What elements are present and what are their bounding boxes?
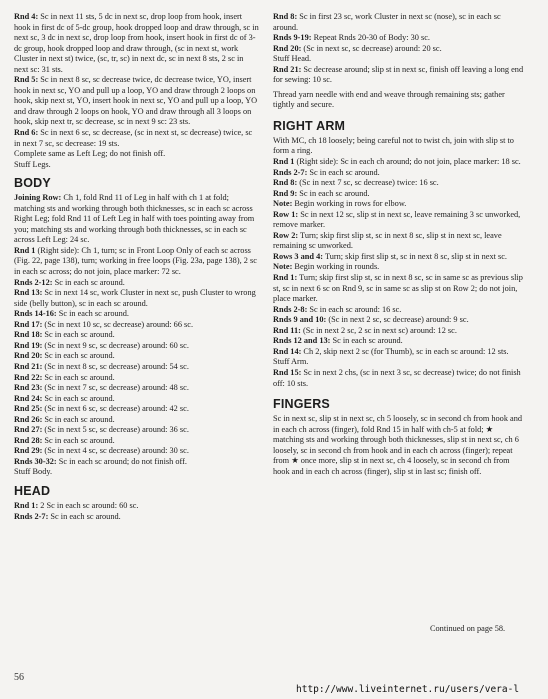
round-label: Rnd 25: [14, 404, 43, 414]
instruction-text: (Sc in next 4 sc, sc decrease) around: 30 sc. [42, 446, 189, 456]
instruction-text: Sc in next 6 sc, sc decrease, (sc in next st, sc decrease) twice, sc in next 7 sc, sc decrease: 19 sts. [14, 128, 253, 148]
instruction-line [14, 362, 259, 373]
instruction-line [14, 436, 259, 447]
instruction-text: Ch 2, skip next 2 sc (for Thumb), sc in each sc around: 12 sts. [301, 346, 509, 356]
instruction-text: (Right side): Ch 1, turn; sc in Front Loop Only of each sc across (Fig. 22, page 138), turn; working in free loops (Fig. 23a, page 138), 2 sc in each sc across; do not join, place marker: 72 sc. [14, 245, 257, 277]
instruction-line [273, 357, 524, 368]
round-label: Rnd 13: [14, 288, 43, 298]
round-label: Rnd 8: [273, 12, 298, 21]
round-label: Rnd 4: [14, 12, 39, 21]
section-heading: HEAD [14, 483, 51, 498]
right-column [273, 12, 524, 477]
instruction-line [273, 199, 524, 210]
round-label: Note: [273, 199, 293, 209]
instruction-line [14, 457, 259, 468]
instruction-line [273, 178, 524, 189]
round-label: Note: [273, 262, 293, 272]
instruction-line [14, 425, 259, 436]
instruction-text: (Sc in next 5 sc, sc decrease) around: 36 sc. [42, 425, 189, 435]
instruction-line [14, 341, 259, 352]
section-heading: FINGERS [273, 397, 330, 412]
round-label: Rnd 19: [14, 340, 43, 350]
round-label: Rnds 2-7: [273, 167, 308, 177]
instruction-line [273, 347, 524, 358]
instruction-text: Stuff Head. [273, 54, 312, 64]
instruction-line [14, 373, 259, 384]
instruction-line [273, 262, 524, 273]
instruction-line [14, 309, 259, 320]
instruction-text: Begin working in rows for elbow. [292, 199, 407, 209]
instruction-line [273, 33, 524, 44]
round-label: Rnds 2-12: [14, 277, 53, 287]
section-heading: RIGHT ARM [273, 118, 346, 133]
round-label: Rnd 27: [14, 425, 43, 435]
instruction-line [14, 394, 259, 405]
instruction-line [273, 231, 524, 252]
instruction-text: (Sc in next 9 sc, sc decrease) around: 60 sc. [42, 340, 189, 350]
round-label: Rnd 21: [14, 361, 43, 371]
left-column [14, 12, 259, 522]
instruction-line [14, 330, 259, 341]
instruction-text: Repeat Rnds 20-30 of Body: 30 sc. [311, 33, 430, 43]
instruction-line [273, 12, 524, 33]
round-label: Rnd 21: [273, 64, 302, 74]
instruction-text: Turn; skip first slip st, sc in next 8 sc, slip st in next sc. [323, 251, 507, 261]
instruction-line [14, 501, 259, 512]
instruction-text: Sc in next 12 sc, slip st in next sc, leave remaining 3 sc unworked, remove marker. [273, 209, 521, 230]
instruction-line [14, 160, 259, 171]
round-label: Rnds 2-7: [14, 511, 49, 521]
round-label: Rnd 28: [14, 435, 43, 445]
round-label: Rnds 12 and 13: [273, 336, 331, 346]
instruction-line [14, 75, 259, 128]
round-label: Rnd 17: [14, 319, 43, 329]
instruction-line [273, 210, 524, 231]
instruction-text: Sc in each sc around. [307, 167, 380, 177]
instruction-text: (Right side): Sc in each ch around; do not join, place marker: 18 sc. [294, 157, 521, 167]
instruction-line [14, 467, 259, 478]
round-label: Rnd 23: [14, 383, 43, 393]
instruction-line [273, 305, 524, 316]
instruction-text: (Sc in next 2 sc, sc decrease) around: 9 sc. [326, 315, 469, 325]
continued-note: Continued on page 58. [430, 624, 506, 633]
instruction-line [14, 246, 259, 278]
round-label: Rows 3 and 4: [273, 251, 324, 261]
instruction-line [273, 157, 524, 168]
instruction-text: (Sc in next sc, sc decrease) around: 20 sc. [301, 43, 442, 53]
instruction-text: (Sc in next 6 sc, sc decrease) around: 42 sc. [42, 404, 189, 414]
round-label: Rnd 1: [273, 273, 298, 283]
instruction-line [14, 446, 259, 457]
instruction-text: Sc in next sc, slip st in next sc, ch 5 loosely, sc in second ch from hook and in each ch across (finger), fold Rnd 15 in half with ch-5 at fold; ★ matching sts and working through both thicknesses, slip st in next sc, ch 6 loosely, sc in second ch from hook and in each ch across (finger); repeat from ★ once more, slip st in next sc, ch 4 loosely, sc in second ch from hook and in each ch across (finger), slip st in last sc; finish off. [273, 414, 523, 476]
round-label: Rnd 26: [14, 414, 43, 424]
instruction-text: Sc in each sc around; do not finish off. [56, 456, 187, 466]
round-label: Row 2: [273, 230, 299, 240]
round-label: Rnd 20: [14, 351, 43, 361]
instruction-line [14, 351, 259, 362]
instruction-line [273, 44, 524, 55]
instruction-text: Sc in each sc around. [56, 309, 129, 319]
round-label: Rnd 1 [14, 245, 36, 255]
round-label: Rnd 9: [273, 188, 298, 198]
instruction-text: Stuff Arm. [273, 357, 309, 367]
instruction-text: Sc in each sc around. [330, 336, 403, 346]
instruction-line [273, 252, 524, 263]
round-label: Joining Row: [14, 193, 62, 203]
round-label: Rnd 29: [14, 446, 43, 456]
instruction-text: Sc in each sc around. [42, 393, 115, 403]
instruction-line [273, 168, 524, 179]
instruction-line [14, 149, 259, 160]
round-label: Rnd 15: [273, 367, 302, 377]
instruction-text: Turn; skip first slip st, sc in next 8 sc, sc in same sc as previous slip st, sc in next 6 sc on Rnd 9, sc in same sc as slip st on Row 2; do not join, place marker. [273, 273, 523, 304]
round-label: Rnd 22: [14, 372, 43, 382]
round-label: Rnd 11: [273, 325, 301, 335]
instruction-text: Sc in each sc around. [52, 277, 125, 287]
round-label: Rnd 1: [14, 500, 39, 510]
instruction-text: Sc in first 23 sc, work Cluster in next sc (nose), sc in each sc around. [273, 12, 501, 32]
instruction-text: Sc decrease around; slip st in next sc, finish off leaving a long end for sewing: 10 sc. [273, 64, 524, 85]
instruction-text: (Sc in next 2 sc, 2 sc in next sc) around: 12 sc. [300, 325, 457, 335]
round-label: Rnds 9-19: [273, 33, 312, 43]
round-label: Row 1: [273, 209, 299, 219]
instruction-line [14, 193, 259, 246]
instruction-text: Sc in next 14 sc, work Cluster in next sc, push Cluster to wrong side (belly button), sc in each sc around. [14, 288, 256, 308]
instruction-text: Begin working in rounds. [292, 262, 380, 272]
round-label: Rnds 2-8: [273, 304, 308, 314]
instruction-text: Sc in each sc around: 16 sc. [307, 304, 402, 314]
round-label: Rnd 1 [273, 157, 295, 167]
round-label: Rnds 14-16: [14, 309, 57, 319]
instruction-line [14, 288, 259, 309]
instruction-text: Sc in each sc around. [42, 351, 115, 361]
instruction-text: Sc in each sc around. [48, 511, 121, 521]
watermark-url: http://www.liveinternet.ru/users/vera-l [296, 684, 520, 695]
instruction-line [14, 320, 259, 331]
round-label: Rnd 14: [273, 346, 302, 356]
instruction-text: Sc in each sc around. [42, 372, 115, 382]
round-label: Rnd 18: [14, 330, 43, 340]
instruction-text: Sc in each sc around. [42, 330, 115, 340]
instruction-line [14, 512, 259, 523]
instruction-text: (Sc in next 7 sc, sc decrease) twice: 16 sc. [297, 178, 439, 188]
instruction-text: Stuff Legs. [14, 159, 51, 169]
instruction-line [273, 326, 524, 337]
instruction-line [273, 65, 524, 86]
instruction-text: Sc in each sc around. [297, 188, 370, 198]
instruction-line [14, 278, 259, 289]
instruction-line [14, 383, 259, 394]
instruction-line [273, 90, 524, 111]
instruction-line [273, 315, 524, 326]
instruction-text: Sc in each sc around. [42, 435, 115, 445]
instruction-text: Sc in each sc around. [42, 414, 115, 424]
instruction-text: Sc in next 2 chs, (sc in next 3 sc, sc decrease) twice; do not finish off: 10 sts. [273, 367, 521, 388]
instruction-text: Ch 1, fold Rnd 11 of Leg in half with ch 1 at fold; matching sts and working through both thicknesses, sc in each sc across Right Leg; fold Rnd 11 of Left Leg in half with toes pointing away from you; matching sts and working through both thicknesses, sc in each sc across Left Leg: 24 sc. [14, 193, 255, 245]
instruction-text: Complete same as Left Leg; do not finish off. [14, 149, 166, 159]
instruction-text: Sc in next 11 sts, 5 dc in next sc, drop loop from hook, insert hook in first dc of 5-dc group, hook dropped loop and draw through, sc in next sc, 3 dc in next sc, drop loop from hook, insert hook in first dc of 3-dc group, hook dropped loop and draw through, (sc in next st, work Cluster in next st) twice, (sc, tr, sc) in next dc, sc in next 8 sts, 2 sc in next sc: 31 sts. [14, 12, 259, 74]
round-label: Rnds 30-32: [14, 456, 57, 466]
instruction-line [14, 128, 259, 149]
instruction-text: Stuff Body. [14, 467, 53, 477]
round-label: Rnd 20: [273, 43, 302, 53]
instruction-line [14, 415, 259, 426]
instruction-text: Sc in next 8 sc, sc decrease twice, dc decrease twice, YO, insert hook in next sc, YO and pull up a loop, YO and draw through 2 loops on hook, skip next st, YO, insert hook in next sc, YO and pull up a loop, YO and draw through 2 loops on hook, YO and draw through all 3 loops on hook, skip next tr, sc decrease, sc in next 9 sc: 23 sts. [14, 75, 258, 127]
instruction-line [273, 54, 524, 65]
instruction-line [273, 368, 524, 389]
instruction-text: (Sc in next 8 sc, sc decrease) around: 54 sc. [42, 361, 189, 371]
instruction-line [14, 404, 259, 415]
instruction-line [273, 414, 524, 477]
instruction-text: (Sc in next 7 sc, sc decrease) around: 48 sc. [42, 383, 189, 393]
round-label: Rnd 6: [14, 128, 39, 138]
instruction-line [14, 12, 259, 75]
instruction-text: Thread yarn needle with end and weave through remaining sts; gather tightly and secure. [273, 89, 505, 110]
instruction-line [273, 336, 524, 347]
instruction-line [273, 273, 524, 305]
instruction-text: 2 Sc in each sc around: 60 sc. [38, 500, 139, 510]
round-label: Rnd 8: [273, 178, 298, 188]
instruction-line [273, 189, 524, 200]
page-number: 56 [14, 672, 24, 683]
instruction-text: (Sc in next 10 sc, sc decrease) around: 66 sc. [42, 319, 194, 329]
instruction-text: Turn; skip first slip st, sc in next 8 sc, slip st in next sc, leave remaining sc unworked. [273, 230, 502, 251]
instruction-line [273, 136, 524, 157]
round-label: Rnd 5: [14, 75, 39, 85]
instruction-text: With MC, ch 18 loosely; being careful not to twist ch, join with slip st to form a ring. [273, 135, 514, 156]
section-heading: BODY [14, 176, 51, 191]
round-label: Rnds 9 and 10: [273, 315, 327, 325]
round-label: Rnd 24: [14, 393, 43, 403]
